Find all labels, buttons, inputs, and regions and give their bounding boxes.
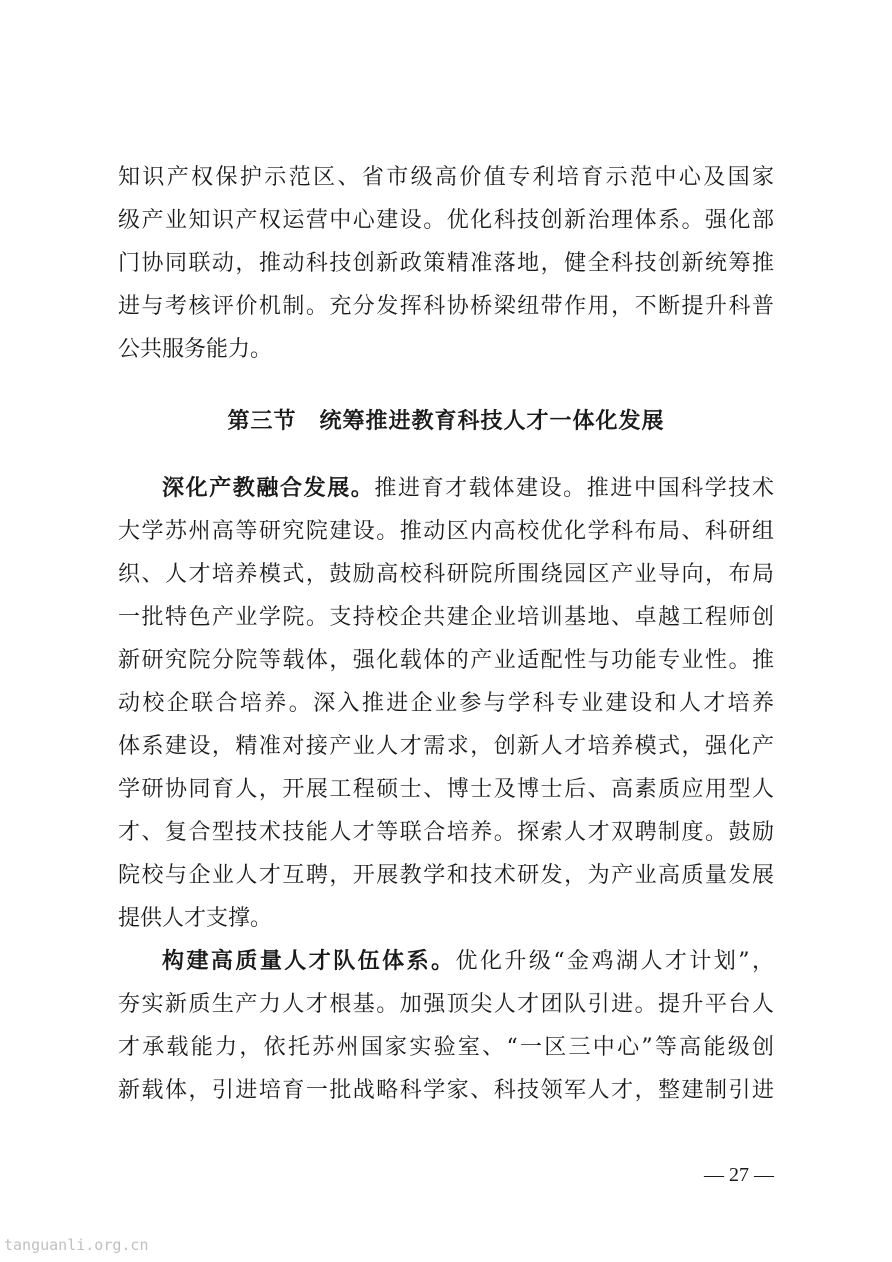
paragraph-text: 推进育才载体建设。推进中国科学技术 xyxy=(374,476,774,501)
text-line: 知识产权保护示范区、省市级高价值专利培育示范中心及国家 xyxy=(118,165,774,190)
text-line: 织、人才培养模式，鼓励高校科研院所围绕园区产业导向，布局 xyxy=(118,562,774,587)
text-line: 新研究院分院等载体，强化载体的产业适配性与功能专业性。推 xyxy=(118,648,774,673)
paragraph-first-line xyxy=(118,467,774,510)
text-line: 提供人才支撑。 xyxy=(118,906,273,931)
paragraph-text: 优化升级“金鸡湖人才计划”， xyxy=(455,949,774,974)
text-line: 级产业知识产权运营中心建设。优化科技创新治理体系。强化部 xyxy=(118,208,774,233)
text-line: 才承载能力，依托苏州国家实验室、“一区三中心”等高能级创 xyxy=(118,1035,774,1060)
text-line: 公共服务能力。 xyxy=(118,337,273,362)
text-line: 夯实新质生产力人才根基。加强顶尖人才团队引进。提升平台人 xyxy=(118,992,774,1017)
text-line: 门协同联动，推动科技创新政策精准落地，健全科技创新统筹推 xyxy=(118,251,774,276)
text-line: 进与考核评价机制。充分发挥科协桥梁纽带作用，不断提升科普 xyxy=(118,294,774,319)
paragraph-deepen-integration xyxy=(118,467,774,940)
paragraph-lead: 深化产教融合发展。 xyxy=(162,476,375,501)
text-line: 才、复合型技术技能人才等联合培养。探索人才双聘制度。鼓励 xyxy=(118,820,774,845)
text-line: 一批特色产业学院。支持校企共建企业培训基地、卓越工程师创 xyxy=(118,605,774,630)
text-line: 新载体，引进培育一批战略科学家、科技领军人才，整建制引进 xyxy=(118,1078,774,1103)
paragraph-first-line xyxy=(118,940,774,983)
intro-paragraph xyxy=(118,156,774,371)
text-line: 院校与企业人才互聘，开展教学和技术研发，为产业高质量发展 xyxy=(118,863,774,888)
text-line: 学研协同育人，开展工程硕士、博士及博士后、高素质应用型人 xyxy=(118,777,774,802)
text-line: 体系建设，精准对接产业人才需求，创新人才培养模式，强化产 xyxy=(118,734,774,759)
paragraph-lead: 构建高质量人才队伍体系。 xyxy=(162,949,456,974)
text-line: 大学苏州高等研究院建设。推动区内高校优化学科布局、科研组 xyxy=(118,519,774,544)
watermark: tanguanli.org.cn xyxy=(4,1236,149,1254)
paragraph-talent-system xyxy=(118,940,774,1112)
page-number: — 27 — xyxy=(704,1164,774,1186)
section-heading: 第三节 统筹推进教育科技人才一体化发展 xyxy=(227,409,665,434)
text-line: 动校企联合培养。深入推进企业参与学科专业建设和人才培养 xyxy=(118,691,774,716)
